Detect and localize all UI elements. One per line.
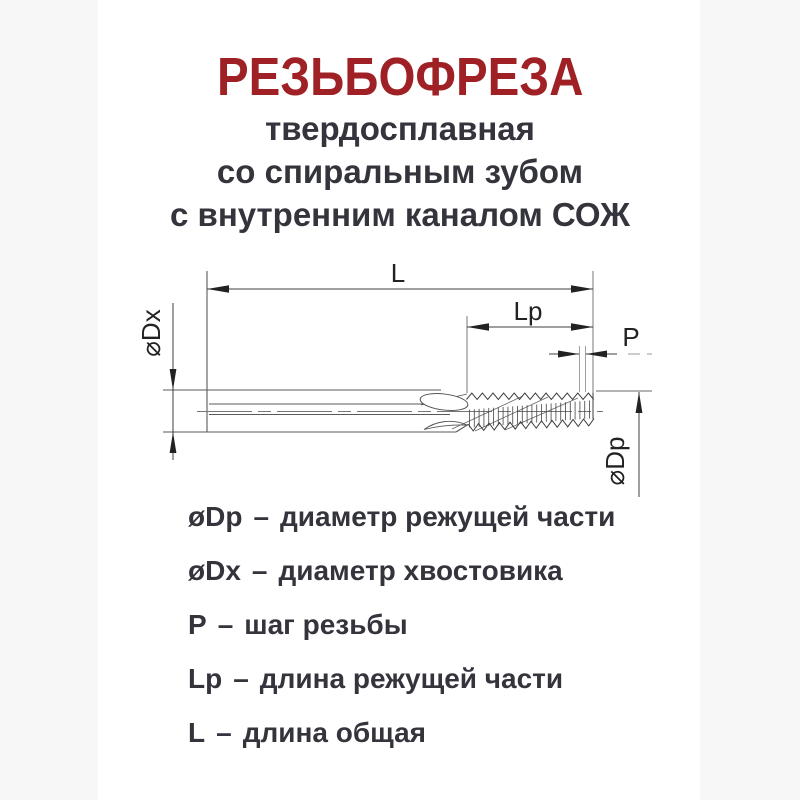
legend-description: длина общая: [242, 717, 426, 748]
legend-description: длина режущей части: [259, 663, 564, 694]
legend-item: [188, 503, 615, 531]
legend-description: диаметр режущей части: [280, 501, 616, 532]
legend-term: P: [188, 609, 207, 640]
dim-label-L: L: [390, 258, 406, 288]
dim-label-Dp: ⌀Dp: [600, 436, 630, 486]
legend-dash: –: [233, 663, 249, 694]
legend-description: диаметр хвостовика: [278, 555, 563, 586]
legend-item: [188, 557, 615, 585]
page-title-text: РЕЗЬБОФРЕЗА: [216, 47, 584, 107]
legend-term: L: [188, 717, 206, 748]
spiral-flute-lines: [452, 396, 578, 431]
dim-label-Lp: Lp: [513, 296, 543, 326]
dimension-Dp: [596, 391, 652, 497]
legend-item: [188, 665, 615, 693]
legend-description: шаг резьбы: [244, 609, 408, 640]
legend-dash: –: [253, 501, 270, 532]
legend: [188, 503, 615, 773]
dim-label-P: P: [622, 322, 640, 352]
legend-item: [188, 719, 615, 747]
legend-item: [188, 611, 615, 639]
subtitle-line-2: со спиральным зубом: [216, 153, 584, 190]
dimension-P: [549, 322, 652, 392]
subtitle-line-1: твердосплавная: [265, 110, 535, 147]
legend-dash: –: [217, 609, 234, 640]
legend-term: Lp: [188, 663, 223, 694]
legend-term: øDx: [188, 555, 241, 586]
tool-shank: [163, 271, 468, 432]
dim-label-Dx: ⌀Dx: [136, 309, 166, 357]
subtitle-line-3: с внутренним каналом СОЖ: [170, 196, 630, 233]
legend-term: øDp: [188, 501, 243, 532]
legend-dash: –: [216, 717, 232, 748]
dimension-Lp: [467, 296, 593, 393]
flute-runout: [419, 391, 469, 429]
legend-dash: –: [251, 555, 268, 586]
dimension-Dx: [136, 303, 176, 460]
